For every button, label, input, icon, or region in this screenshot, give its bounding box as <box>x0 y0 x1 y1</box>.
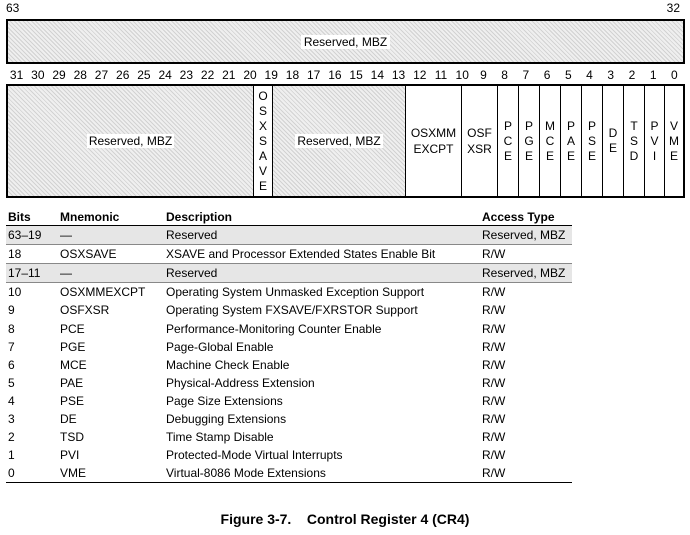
lower-register <box>6 84 685 198</box>
upper-bit-63-label: 63 <box>6 1 20 15</box>
bit-number-label: 9 <box>480 68 487 82</box>
field-vme <box>665 86 683 196</box>
field-mce <box>540 86 561 196</box>
cell-bits: 17–11 <box>6 264 58 283</box>
cell-description: Operating System FXSAVE/FXRSTOR Support <box>166 303 418 318</box>
bit-number-label: 5 <box>564 68 572 82</box>
bit-number-label: 12 <box>413 68 427 82</box>
cell-bits: 8 <box>8 321 15 336</box>
bit-number-label: 13 <box>391 68 406 82</box>
cell-mnemonic: — <box>58 226 164 245</box>
header-access-type: Access Type <box>480 208 572 226</box>
field-reserved-17-11 <box>273 86 406 196</box>
cell-mnemonic: MCE <box>60 357 87 372</box>
pae-letter: E <box>566 148 575 163</box>
cell-access-type: R/W <box>482 448 506 463</box>
cell-bits: 10 <box>8 285 22 300</box>
vme-letter: V <box>669 118 678 133</box>
pge-letter: E <box>524 148 533 163</box>
bit-number-label: 17 <box>306 68 321 82</box>
cell-description: Protected-Mode Virtual Interrupts <box>166 448 343 463</box>
table-body <box>6 226 572 483</box>
lower-bit-numbers <box>6 69 685 83</box>
osxsave-letter: S <box>258 133 267 148</box>
mce-letter: C <box>545 133 555 148</box>
osxsave-letter: S <box>258 103 267 118</box>
cell-mnemonic: VME <box>58 464 164 483</box>
cell-description: Performance-Monitoring Counter Enable <box>166 321 382 336</box>
osxsave-letter: V <box>258 163 267 178</box>
header-mnemonic: Mnemonic <box>58 208 164 226</box>
bit-number-label: 19 <box>264 68 278 82</box>
bit-number-label: 20 <box>243 68 257 82</box>
vme-letter: E <box>669 148 678 163</box>
mce-letter: M <box>545 118 555 133</box>
table-row <box>6 464 572 483</box>
pae-letter: A <box>566 133 575 148</box>
osfxsr-line: XSR <box>467 142 492 156</box>
figure-caption: Figure 3-7. Control Register 4 (CR4) <box>220 511 470 527</box>
cell-description: Page-Global Enable <box>166 339 274 354</box>
field-de <box>603 86 624 196</box>
cell-bits: 7 <box>8 339 15 354</box>
cell-mnemonic: PSE <box>60 393 85 408</box>
table-row <box>6 319 572 337</box>
cell-mnemonic: OSFXSR <box>60 303 110 318</box>
bit-number-label: 10 <box>455 68 469 82</box>
pae-letter: P <box>566 118 575 133</box>
cell-description: Physical-Address Extension <box>166 375 315 390</box>
field-osxsave <box>254 86 273 196</box>
table-row <box>6 226 572 245</box>
field-pce <box>498 86 519 196</box>
cell-access-type: R/W <box>482 430 506 445</box>
pse-letter: E <box>587 148 596 163</box>
cell-access-type: R/W <box>482 411 506 426</box>
osxsave-letter: O <box>258 88 268 103</box>
bit-number-label: 11 <box>434 68 448 82</box>
pge-letter: G <box>524 133 534 148</box>
bit-number-label: 0 <box>671 68 678 82</box>
upper-reserved-label: Reserved, MBZ <box>301 35 390 49</box>
field-osxmmexcpt <box>406 86 462 196</box>
cell-access-type: R/W <box>482 393 506 408</box>
table-row <box>6 264 572 283</box>
bit-number-label: 21 <box>222 68 236 82</box>
bit-number-label: 16 <box>328 68 342 82</box>
bit-number-label: 6 <box>543 68 551 82</box>
table-row <box>6 428 572 446</box>
cell-access-type: R/W <box>482 357 506 372</box>
cell-description: Reserved <box>164 264 480 283</box>
field-pse <box>582 86 603 196</box>
bit-number-label: 30 <box>31 68 45 82</box>
osxsave-letter: X <box>258 118 267 133</box>
cell-access-type: R/W <box>482 339 506 354</box>
bit-number-label: 15 <box>349 68 363 82</box>
pce-letter: E <box>503 148 512 163</box>
cell-bits: 18 <box>8 247 22 262</box>
field-pge <box>519 86 540 196</box>
table-row <box>6 446 572 464</box>
cell-description: Debugging Extensions <box>166 411 287 426</box>
bit-number-label: 8 <box>501 68 508 82</box>
pce-letter: P <box>503 118 512 133</box>
de-letter: D <box>608 126 618 140</box>
table-row <box>6 392 572 410</box>
bit-number-label: 28 <box>73 68 87 82</box>
table-row <box>6 374 572 392</box>
field-osfxsr <box>462 86 498 196</box>
cell-bits: 2 <box>8 430 15 445</box>
bit-number-label: 4 <box>586 68 593 82</box>
header-bits: Bits <box>6 208 58 226</box>
cell-mnemonic: PCE <box>60 321 85 336</box>
cell-mnemonic: OSXMMEXCPT <box>60 285 146 300</box>
cell-access-type: R/W <box>482 321 506 336</box>
bit-number-label: 2 <box>628 68 636 82</box>
bit-number-label: 22 <box>200 68 215 82</box>
vme-letter: M <box>669 133 679 148</box>
tsd-letter: D <box>629 148 639 163</box>
pvi-letter: I <box>652 148 657 163</box>
bit-number-label: 25 <box>137 68 151 82</box>
osxsave-letter: E <box>258 178 267 193</box>
cr4-bits-table <box>6 208 572 483</box>
table-row <box>6 338 572 356</box>
field-reserved-17-11-label: Reserved, MBZ <box>297 134 381 148</box>
cell-access-type: R/W <box>482 247 506 262</box>
cell-mnemonic: PGE <box>60 339 86 354</box>
upper-reserved-field <box>6 19 685 64</box>
cell-mnemonic: TSD <box>60 430 84 445</box>
bit-number-label: 18 <box>285 68 300 82</box>
bit-number-label: 7 <box>522 68 530 82</box>
cell-access-type: Reserved, MBZ <box>480 264 572 283</box>
table-header-row <box>6 208 572 226</box>
cell-mnemonic: DE <box>60 411 77 426</box>
cell-bits: 9 <box>8 303 15 318</box>
bit-number-label: 31 <box>9 68 24 82</box>
header-description: Description <box>164 208 480 226</box>
field-tsd <box>624 86 645 196</box>
cell-access-type: R/W <box>480 464 572 483</box>
field-reserved-31-19 <box>8 86 254 196</box>
pvi-letter: V <box>650 133 659 148</box>
cell-access-type: R/W <box>482 375 506 390</box>
table-row <box>6 301 572 319</box>
osxmmexcpt-line: OSXMM <box>410 126 457 140</box>
tsd-letter: S <box>629 133 638 148</box>
cell-mnemonic: — <box>58 264 164 283</box>
pse-letter: P <box>587 118 596 133</box>
upper-bit-32-label: 32 <box>666 1 680 15</box>
cell-access-type: R/W <box>482 285 506 300</box>
bit-number-label: 26 <box>116 68 130 82</box>
bit-number-label: 23 <box>179 68 194 82</box>
cell-mnemonic: OSXSAVE <box>60 247 117 262</box>
field-pvi <box>645 86 665 196</box>
table-row <box>6 356 572 374</box>
cell-access-type: Reserved, MBZ <box>480 226 572 245</box>
pce-letter: C <box>503 133 513 148</box>
bit-number-label: 24 <box>158 68 172 82</box>
bit-number-label: 27 <box>94 68 109 82</box>
cell-description: Operating System Unmasked Exception Support <box>166 285 425 300</box>
cell-mnemonic: PVI <box>60 448 80 463</box>
cell-description: Reserved <box>164 226 480 245</box>
cell-bits: 63–19 <box>6 226 58 245</box>
cell-access-type: R/W <box>482 303 506 318</box>
pvi-letter: P <box>650 118 659 133</box>
cell-description: XSAVE and Processor Extended States Enable Bit <box>166 247 436 262</box>
field-pae <box>561 86 582 196</box>
de-letter: E <box>608 141 617 155</box>
cell-description: Page Size Extensions <box>166 393 283 408</box>
cell-bits: 1 <box>8 448 15 463</box>
cell-bits: 0 <box>6 464 58 483</box>
bit-number-label: 29 <box>52 68 66 82</box>
cell-description: Machine Check Enable <box>166 357 290 372</box>
bit-number-label: 3 <box>607 68 615 82</box>
cell-bits: 3 <box>8 411 15 426</box>
bit-number-label: 1 <box>649 68 657 82</box>
osfxsr-line: OSF <box>467 126 492 140</box>
tsd-letter: T <box>630 118 638 133</box>
cell-mnemonic: PAE <box>60 375 84 390</box>
pse-letter: S <box>587 133 596 148</box>
table-row <box>6 410 572 428</box>
cell-bits: 4 <box>8 393 15 408</box>
mce-letter: E <box>545 148 554 163</box>
osxmmexcpt-line: EXCPT <box>413 142 454 156</box>
cell-description: Virtual-8086 Mode Extensions <box>164 464 480 483</box>
cell-bits: 6 <box>8 357 15 372</box>
cell-bits: 5 <box>8 375 15 390</box>
table-row <box>6 245 572 264</box>
osxsave-letter: A <box>258 148 267 163</box>
bit-number-label: 14 <box>370 68 384 82</box>
table-row <box>6 283 572 302</box>
field-reserved-31-19-label: Reserved, MBZ <box>88 134 173 148</box>
cell-description: Time Stamp Disable <box>166 430 274 445</box>
pge-letter: P <box>524 118 533 133</box>
